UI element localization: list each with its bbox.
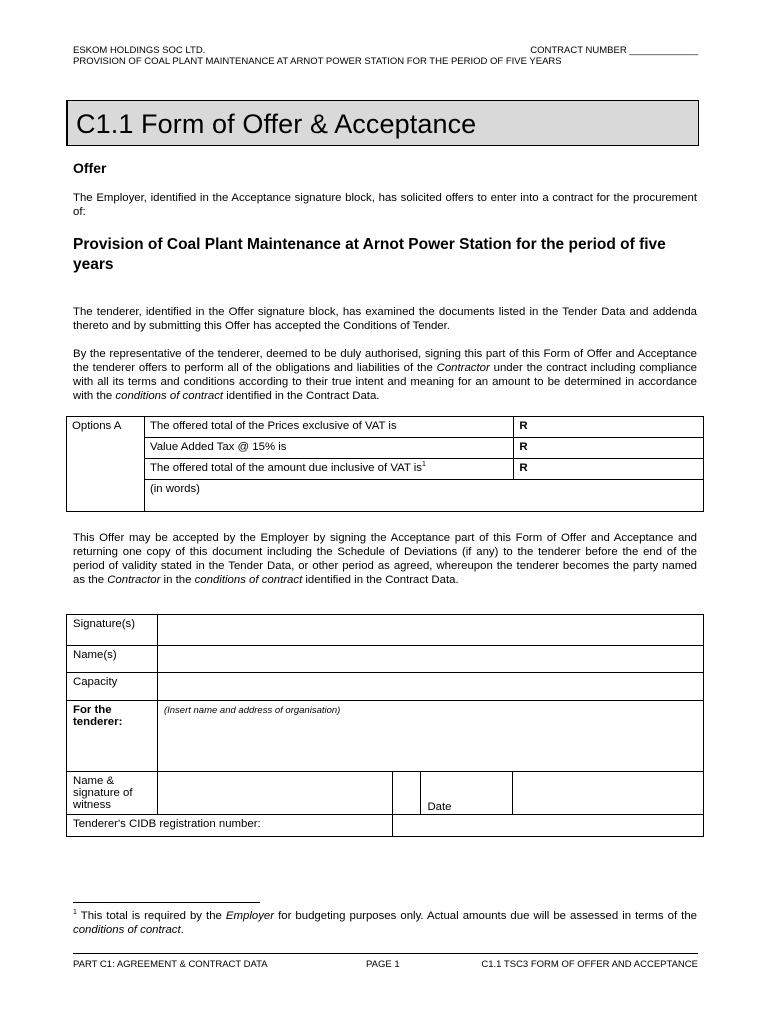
- footnote-mark: 1: [422, 461, 426, 469]
- signature-field[interactable]: [157, 615, 703, 646]
- paragraph-solicited: The Employer, identified in the Acceptance signature block, has solicited offers to enter into a contract for the procurement of:: [73, 192, 697, 218]
- text: By the representative of the tenderer, deemed to be duly authorised, signing this part of this Form of Offer and Acceptance the tenderer offers to perform all of the obligations and liabilities of the: [73, 348, 697, 374]
- table-row: [67, 646, 704, 673]
- footer-form: C1.1 TSC3 FORM OF OFFER AND ACCEPTANCE: [481, 959, 698, 970]
- insert-hint: (Insert name and address of organisation): [163, 705, 341, 716]
- table-row: [67, 815, 704, 837]
- capacity-field[interactable]: [157, 673, 703, 701]
- table-row: [67, 417, 704, 438]
- project-line: PROVISION OF COAL PLANT MAINTENANCE AT ARNOT POWER STATION FOR THE PERIOD OF FIVE YEARS: [73, 56, 562, 67]
- conditions-term: conditions of contract: [194, 574, 303, 586]
- title-box: [66, 100, 699, 146]
- for-tenderer-label: For the tenderer:: [67, 701, 158, 772]
- vat-field[interactable]: R: [514, 438, 704, 459]
- text: for budgeting purposes only. Actual amounts due will be assessed in terms of the: [274, 910, 697, 922]
- table-row: [67, 701, 704, 772]
- table-row: [67, 615, 704, 646]
- footnote: [73, 909, 697, 937]
- date-label: Date: [421, 772, 513, 815]
- table-row: [67, 459, 704, 480]
- text: This Offer may be accepted by the Employer by signing the Acceptance part of this Form of Offer and Acceptance and returning one copy of this document including the Schedule of Deviations (if any) to the tenderer before the end of the period of validity stated in the Tender Data, or other period as agreed, whereupon the tenderer becomes the party named as the: [73, 532, 697, 586]
- spacer-cell: [393, 772, 421, 815]
- text: This total is required by the: [76, 910, 226, 922]
- page-footer: [73, 959, 698, 970]
- organisation-field[interactable]: [157, 701, 703, 772]
- conditions-term: conditions of contract: [115, 390, 224, 402]
- cidb-label: Tenderer's CIDB registration number:: [67, 815, 393, 837]
- contractor-term: Contractor: [436, 362, 490, 374]
- table-row: [67, 438, 704, 459]
- text: The offered total of the amount due inclusive of VAT is: [149, 462, 422, 474]
- witness-label: Name & signature of witness: [67, 772, 158, 815]
- table-row: [67, 772, 704, 815]
- contractor-term: Contractor: [107, 574, 161, 586]
- company-name: ESKOM HOLDINGS SOC LTD.: [73, 45, 206, 56]
- text: identified in the Contract Data.: [223, 390, 380, 402]
- date-field[interactable]: [513, 772, 704, 815]
- options-cell: Options A: [67, 417, 145, 512]
- price-table: [66, 416, 704, 512]
- signature-label: Signature(s): [67, 615, 158, 646]
- paragraph-examined: The tenderer, identified in the Offer signature block, has examined the documents listed in the Tender Data and addenda thereto and by submitting this Offer has accepted the Conditions of Tender.: [73, 306, 697, 332]
- footnote-mark: 1: [73, 909, 77, 917]
- text: in the: [160, 574, 195, 586]
- paragraph-representative: [73, 347, 697, 403]
- capacity-label: Capacity: [67, 673, 158, 701]
- price-incl-vat-label: [144, 459, 513, 480]
- text: under the contract including compliance with all its terms and conditions according to their true intent and meaning for an amount to be determined in accordance with the: [73, 362, 697, 402]
- employer-term: Employer: [225, 910, 275, 922]
- paragraph-acceptance: [73, 531, 697, 587]
- text: .: [180, 924, 184, 936]
- footer-part: PART C1: AGREEMENT & CONTRACT DATA: [73, 959, 268, 970]
- procurement-title: Provision of Coal Plant Maintenance at Arnot Power Station for the period of five years: [73, 236, 666, 273]
- offer-heading: Offer: [73, 160, 107, 176]
- conditions-term: conditions of contract: [73, 924, 181, 936]
- amount-in-words-field[interactable]: (in words): [144, 480, 703, 512]
- names-field[interactable]: [157, 646, 703, 673]
- signature-table: [66, 614, 704, 837]
- vat-label: Value Added Tax @ 15% is: [144, 438, 513, 459]
- footer-divider: [73, 953, 698, 954]
- price-excl-vat-field[interactable]: R: [514, 417, 704, 438]
- cidb-field[interactable]: [393, 815, 704, 837]
- table-row: [67, 480, 704, 512]
- names-label: Name(s): [67, 646, 158, 673]
- page-title: C1.1 Form of Offer & Acceptance: [76, 109, 477, 139]
- witness-field[interactable]: [157, 772, 393, 815]
- footnote-divider: [73, 902, 260, 903]
- page-number: PAGE 1: [366, 959, 400, 970]
- contract-number: CONTRACT NUMBER _____________: [530, 45, 698, 56]
- price-incl-vat-field[interactable]: R: [514, 459, 704, 480]
- table-row: [67, 673, 704, 701]
- price-excl-vat-label: The offered total of the Prices exclusive of VAT is: [144, 417, 513, 438]
- text: identified in the Contract Data.: [302, 574, 459, 586]
